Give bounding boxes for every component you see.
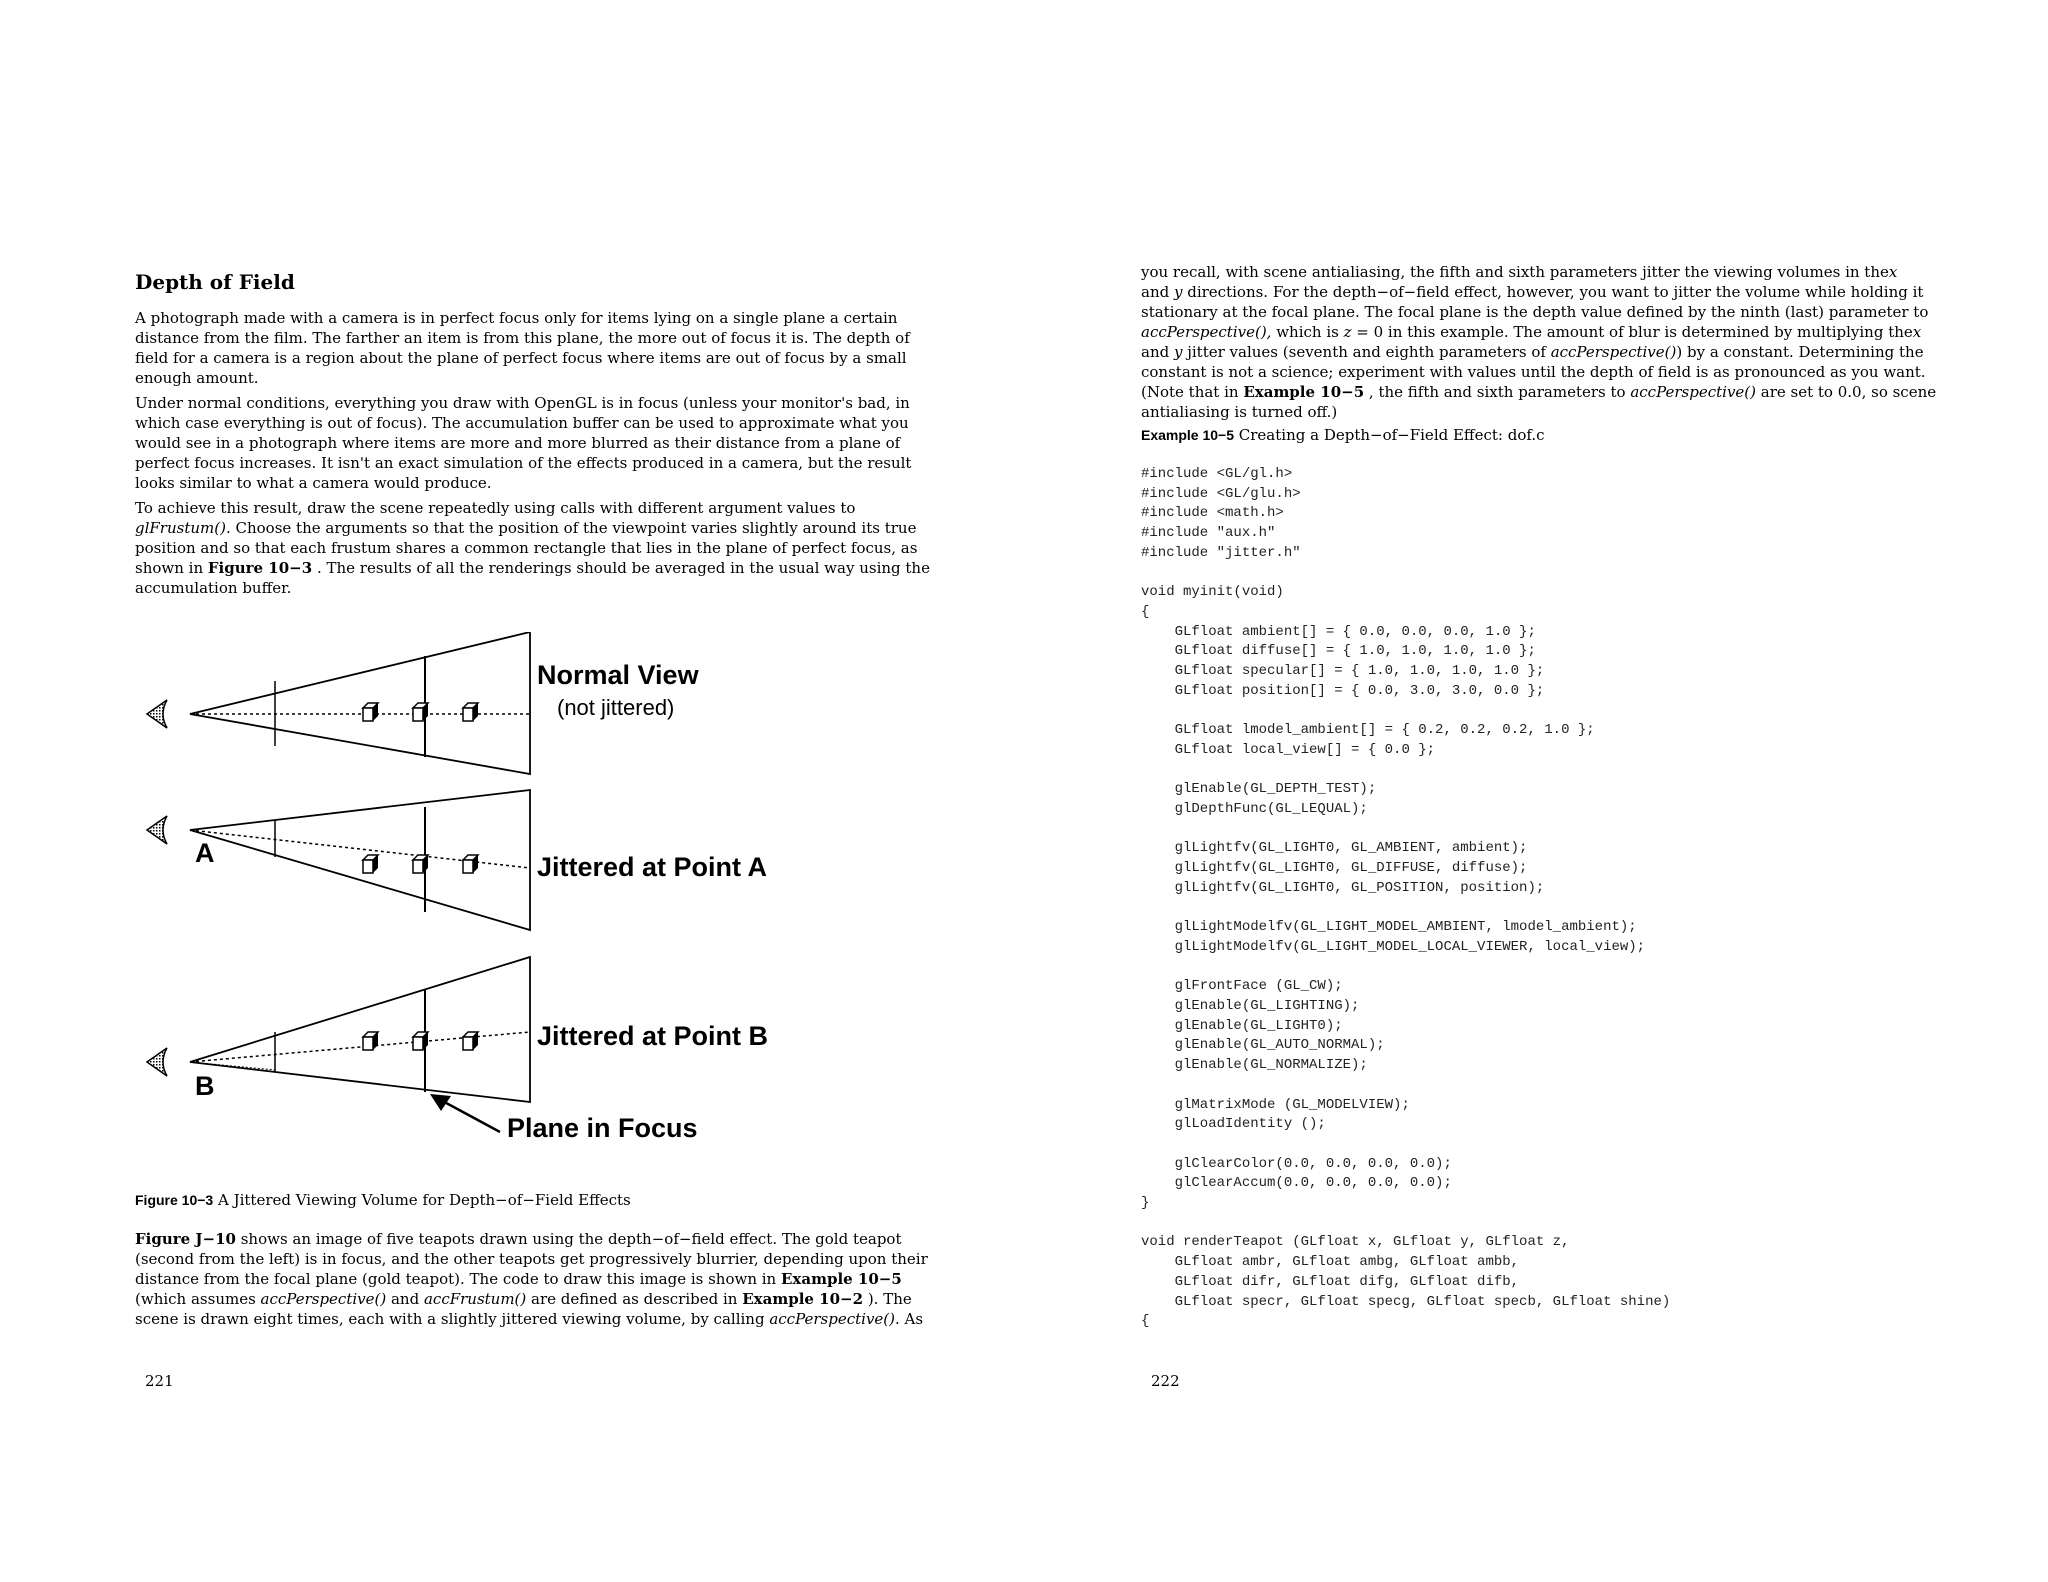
frustum: [190, 790, 530, 930]
plane-in-focus-label: Plane in Focus: [507, 1113, 698, 1143]
text-line: distance from the film. The farther an item is from this plane, the more out of focus it is. The depth of: [135, 329, 910, 347]
text-line: shown in Figure 10−3 . The results of all the renderings should be averaged in the usual way using the: [135, 559, 930, 577]
page-number: 221: [145, 1372, 174, 1390]
text-line: accPerspective(), which is z = 0 in this example. The amount of blur is determined by multiplying thex: [1141, 323, 1922, 341]
text-line: To achieve this result, draw the scene repeatedly using calls with different argument values to: [135, 499, 856, 517]
text-line: (second from the left) is in focus, and the other teapots get progressively blurrier, depending upon their: [135, 1250, 928, 1268]
cube-icon: [363, 703, 378, 721]
text-line: A photograph made with a camera is in perfect focus only for items lying on a single plane a certain: [135, 309, 898, 327]
text-line: scene is drawn eight times, each with a slightly jittered viewing volume, by calling accPerspective(). As: [135, 1310, 924, 1328]
text-line: enough amount.: [135, 369, 259, 387]
frustum: [190, 957, 530, 1102]
text-line: stationary at the focal plane. The focal plane is the depth value defined by the ninth (last) parameter to: [1141, 303, 1929, 321]
arrow-icon: [430, 1094, 500, 1132]
cube-icon: [363, 855, 378, 873]
text-line: (Note that in Example 10−5 , the fifth and sixth parameters to accPerspective() are set to 0.0, so scene: [1141, 383, 1937, 401]
example-title-text: Creating a Depth−of−Field Effect: dof.c: [1234, 426, 1545, 444]
cube-icon: [463, 1032, 478, 1050]
text-line: (which assumes accPerspective() and accFrustum() are defined as described in Example 10−2 ). The: [135, 1290, 912, 1308]
code-listing: #include <GL/gl.h> #include <GL/glu.h> #include <math.h> #include "aux.h" #include "jitter.h" void myinit(void) { GLfloat ambient[] = { 0.0, 0.0, 0.0, 1.0 }; GLfloat diffuse[] = { 1.0, 1.0, 1.0, 1.0 }; GLfloat specular[] = { 1.0, 1.0, 1.0, 1.0 }; GLfloat position[] = { 0.0, 3.0, 3.0, 0.0 }; GLfloat lmodel_ambient[] = { 0.2, 0.2, 0.2, 1.0 }; GLfloat local_view[] = { 0.0 }; glEnable(GL_DEPTH_TEST); glDepthFunc(GL_LEQUAL); glLightfv(GL_LIGHT0, GL_AMBIENT, ambient); glLightfv(GL_LIGHT0, GL_DIFFUSE, diffuse); glLightfv(GL_LIGHT0, GL_POSITION, position); glLightModelfv(GL_LIGHT_MODEL_AMBIENT, lmodel_ambient); glLightModelfv(GL_LIGHT_MODEL_LOCAL_VIEWER, local_view); glFrontFace (GL_CW); glEnable(GL_LIGHTING); glEnable(GL_LIGHT0); glEnable(GL_AUTO_NORMAL); glEnable(GL_NORMALIZE); glMatrixMode (GL_MODELVIEW); glLoadIdentity (); glClearColor(0.0, 0.0, 0.0, 0.0); glClearAccum(0.0, 0.0, 0.0, 0.0); } void renderTeapot (GLfloat x, GLfloat y, GLfloat z, GLfloat ambr, GLfloat ambg, GLfloat ambb, GLfloat difr, GLfloat difg, GLfloat difb, GLfloat specr, GLfloat specg, GLfloat specb, GLfloat shine) {: [1141, 466, 1671, 1330]
text-line: distance from the focal plane (gold teapot). The code to draw this image is shown in Example 10−5: [135, 1270, 902, 1288]
page-number: 222: [1151, 1372, 1180, 1390]
text-line: you recall, with scene antialiasing, the fifth and sixth parameters jitter the viewing volumes in thex: [1141, 263, 1898, 281]
figure-caption-label: Figure 10−3: [135, 1192, 214, 1208]
text-line: would see in a photograph where items are more and more blurred as their distance from a plane of: [135, 434, 901, 452]
normal-view-panel: [147, 632, 700, 774]
point-b-label: B: [195, 1071, 215, 1101]
jittered-a-label: Jittered at Point A: [537, 852, 768, 882]
text-line: Figure J−10 shows an image of five teapots drawn using the depth−of−field effect. The gold teapot: [135, 1230, 902, 1248]
paragraph-intro: [135, 308, 930, 388]
figure-caption: [135, 1191, 631, 1209]
jittered-b-label: Jittered at Point B: [537, 1021, 769, 1051]
paragraph-normal-conditions: [135, 393, 930, 493]
text-line: which case everything is out of focus). The accumulation buffer can be used to approximate what you: [135, 414, 909, 432]
text-line: and y directions. For the depth−of−field effect, however, you want to jitter the volume while holding it: [1141, 283, 1924, 301]
paragraph-jitter-explanation: [1141, 262, 1937, 422]
text-line: and y jitter values (seventh and eighth parameters of accPerspective()) by a constant. Determining the: [1141, 343, 1924, 361]
text-line: antialiasing is turned off.): [1141, 403, 1338, 421]
eye-icon: [147, 816, 167, 844]
example-label: Example 10−5: [1141, 427, 1235, 443]
section-heading: Depth of Field: [135, 270, 295, 294]
cube-icon: [463, 703, 478, 721]
point-a-label: A: [195, 838, 215, 868]
figure-reference: Figure 10−3: [207, 559, 313, 577]
text-line: accumulation buffer.: [135, 579, 292, 597]
text-line: position and so that each frustum shares a common rectangle that lies in the plane of perfect focus, as: [135, 539, 918, 557]
eye-icon: [147, 700, 167, 728]
text-line: field for a camera is a region about the plane of perfect focus where items are out of focus by a small: [135, 349, 907, 367]
paragraph-teapots: [135, 1229, 930, 1329]
not-jittered-label: (not jittered): [557, 695, 675, 720]
jittered-a-panel: [147, 790, 767, 930]
normal-view-label: Normal View: [537, 660, 699, 690]
figure-caption-text: A Jittered Viewing Volume for Depth−of−Field Effects: [213, 1191, 631, 1209]
text-line: glFrustum(). Choose the arguments so that the position of the viewpoint varies slightly around its true: [135, 519, 917, 537]
cube-icon: [363, 1032, 378, 1050]
jittered-viewing-volume-figure: [135, 632, 815, 1147]
text-line: perfect focus increases. It isn't an exact simulation of the effects produced in a camera, but the result: [135, 454, 912, 472]
example-title: [1141, 426, 1545, 444]
text-line: looks similar to what a camera would produce.: [135, 474, 492, 492]
right-page: [1024, 0, 2048, 1582]
jittered-b-panel: [147, 957, 768, 1143]
text-line: constant is not a science; experiment with values until the depth of field is as pronounced as you want.: [1141, 363, 1926, 381]
eye-icon: [147, 1048, 167, 1076]
cube-icon: [463, 855, 478, 873]
paragraph-achieve: [135, 498, 930, 598]
text-line: Under normal conditions, everything you draw with OpenGL is in focus (unless your monitor's bad, in: [135, 394, 910, 412]
